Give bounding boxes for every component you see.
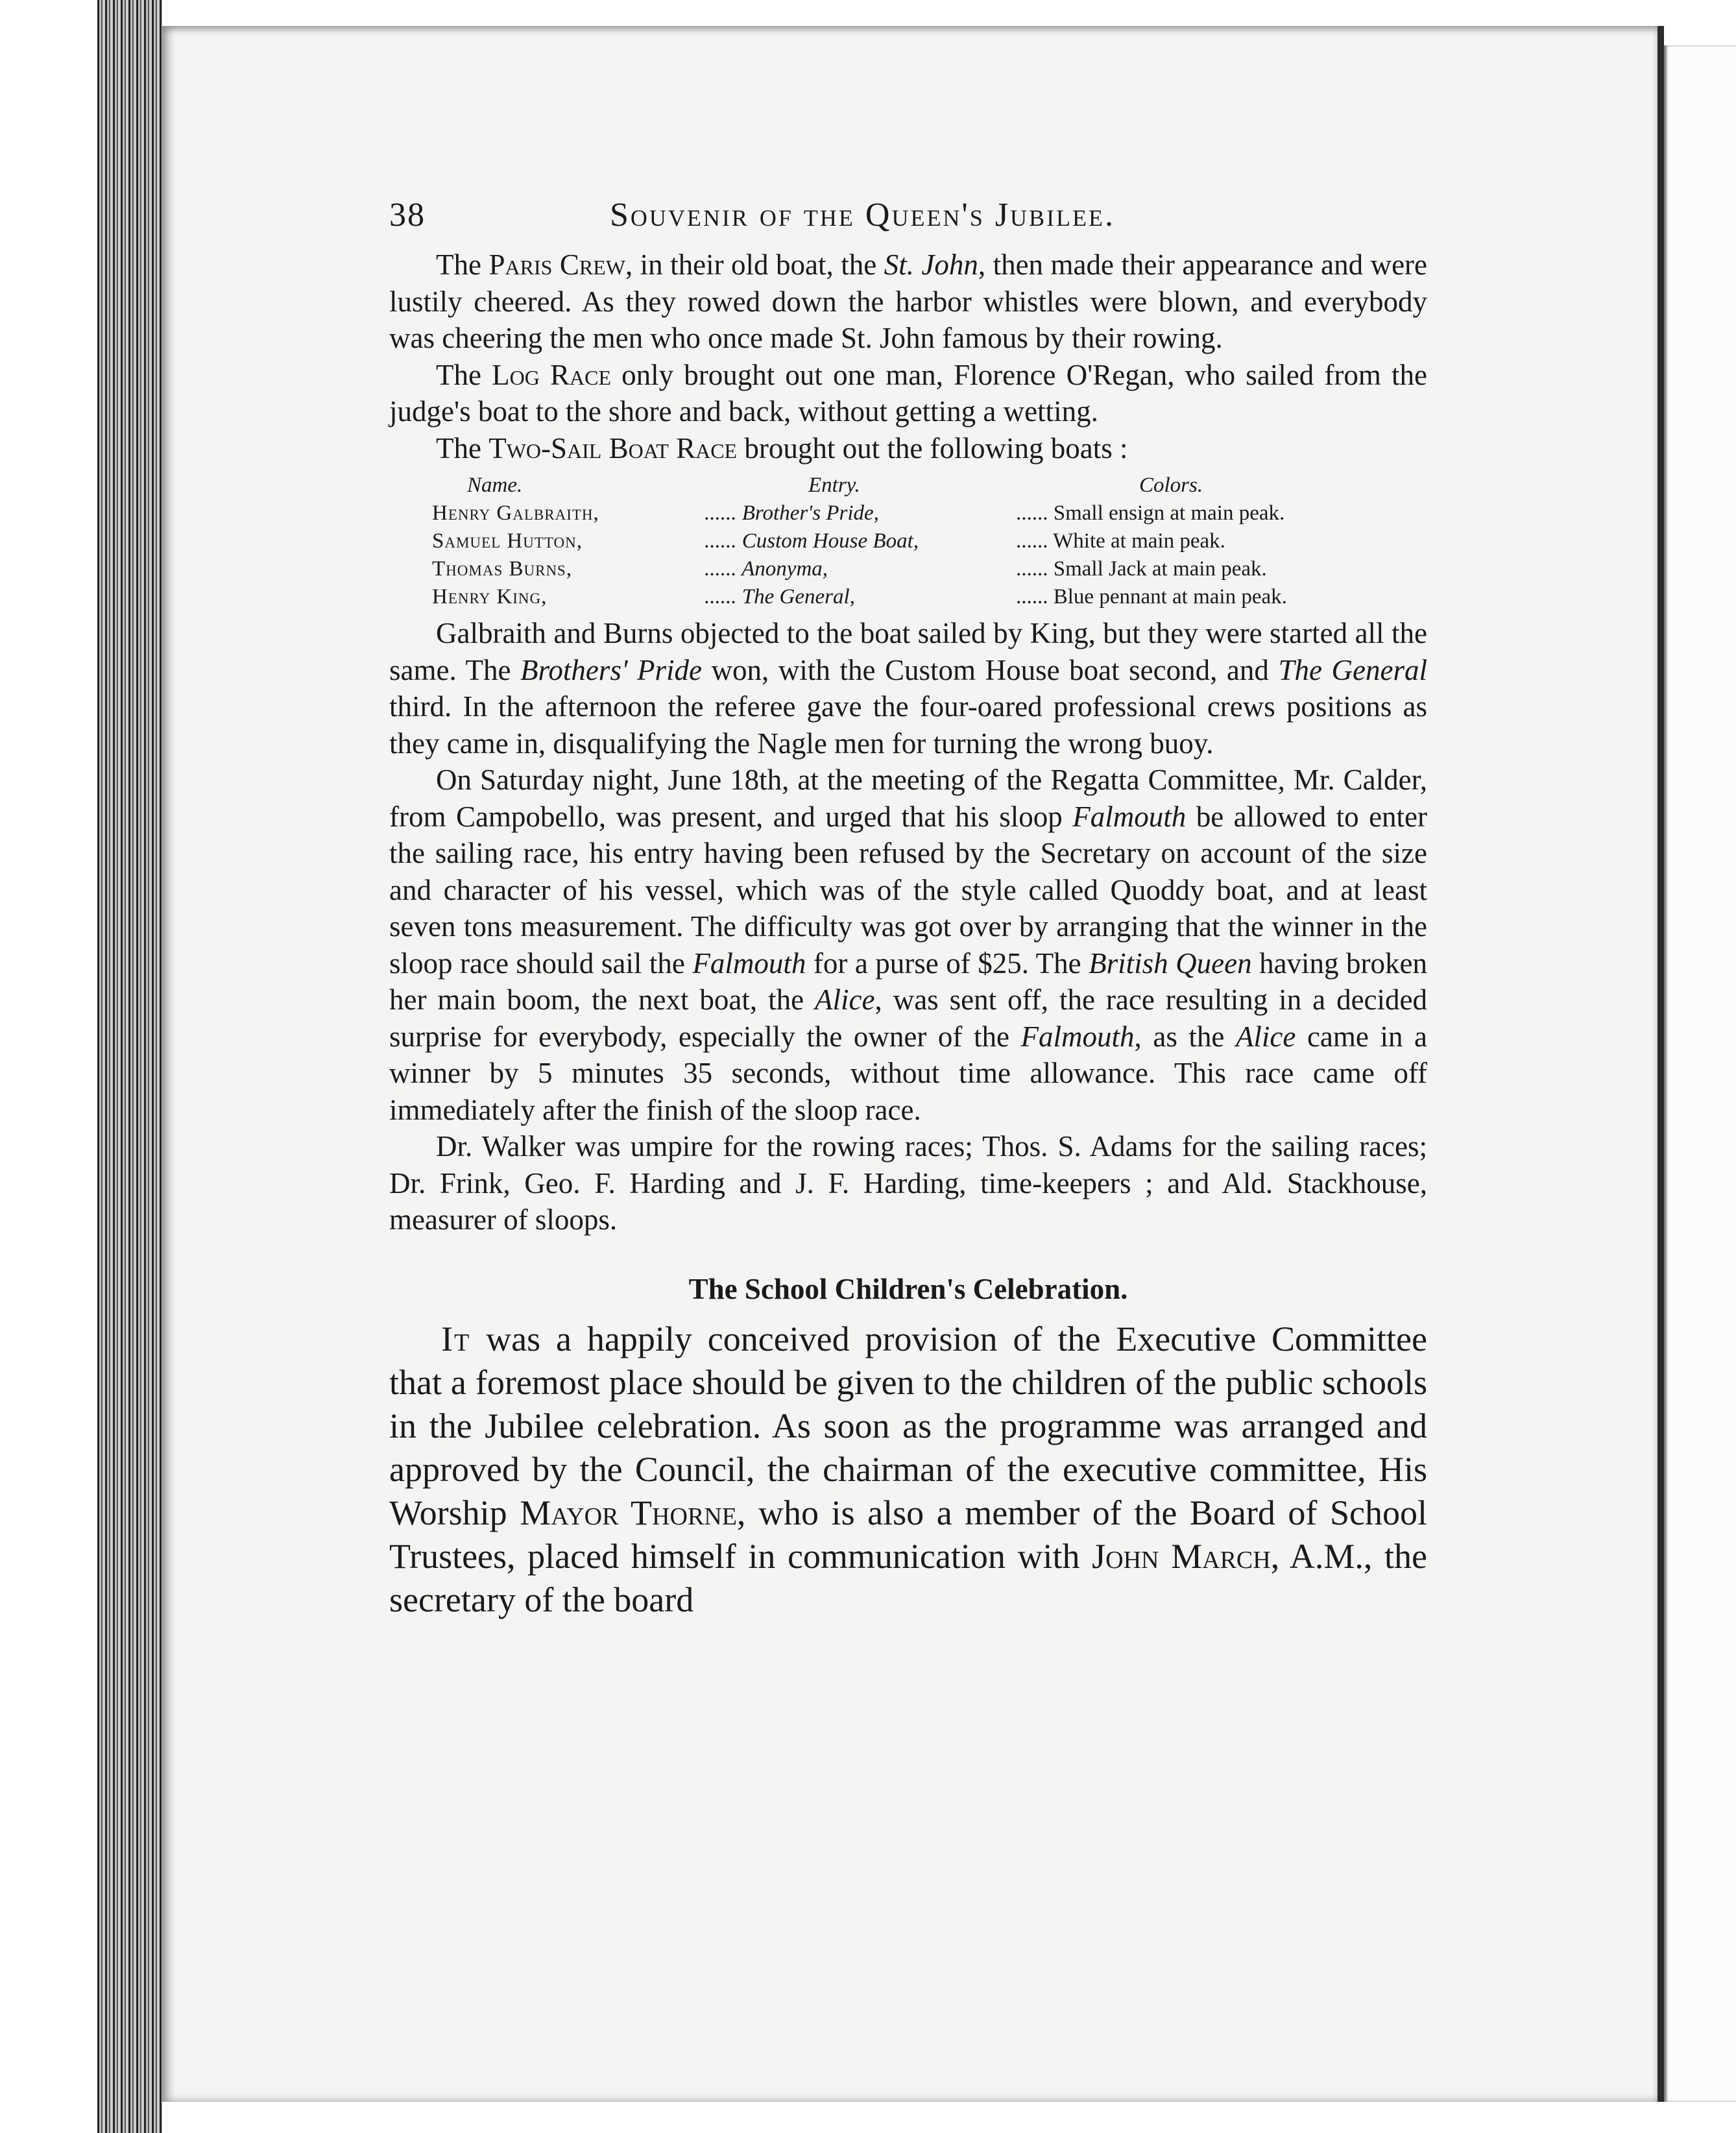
text-italic: The General: [1278, 653, 1428, 686]
column-header-name: Name.: [467, 474, 523, 497]
text: for a purse of $25. The: [806, 946, 1089, 980]
paragraph-two-sail-race: [389, 430, 1427, 467]
cell-colors: ...... Small Jack at main peak.: [1016, 557, 1267, 581]
text-italic: Falmouth: [1072, 800, 1187, 833]
page-number: 38: [389, 197, 426, 234]
cell-name: Samuel Hutton,: [432, 529, 583, 553]
text-italic: St. John: [884, 248, 978, 281]
text-italic: Falmouth: [692, 946, 806, 980]
paragraph-race-result: [389, 615, 1427, 762]
text: Galbraith and Burns objected to the boat sailed by King, but they were started all the same. The: [389, 617, 1427, 686]
table-row: [389, 527, 1427, 555]
text-small-caps: Log Race: [492, 358, 611, 391]
text-small-caps: Paris Crew: [488, 248, 625, 281]
text: , who is also a member of the Board of School Trustees, placed himself in communication with: [389, 1493, 1427, 1576]
text-italic: British Queen: [1089, 946, 1252, 980]
text-italic: Falmouth: [1020, 1020, 1135, 1053]
facing-page-edge: [1664, 45, 1736, 2102]
text: , in their old boat, the: [625, 248, 884, 281]
text: came in a winner by 5 minutes 35 seconds, without time allowance. This race came off immediately after the finish of the sloop race.: [389, 1020, 1427, 1126]
text-small-caps: Two-Sail Boat Race: [488, 431, 738, 464]
text: was a happily conceived provision of the Executive Committee that a foremost place should be given to the children of the public schools in the Jubilee celebration. As soon as the programme was arranged and approved by the Council, the chairman of the executive committee, His Worship: [389, 1319, 1427, 1532]
text: won, with the Custom House boat second, and: [702, 653, 1279, 686]
table-row: [389, 583, 1427, 611]
text: having broken her main boom, the next boat, the: [389, 946, 1427, 1016]
running-header: [389, 188, 1427, 247]
cell-entry: ...... Brother's Pride,: [705, 501, 879, 525]
running-title: Souvenir of the Queen's Jubilee.: [610, 197, 1116, 234]
column-header-entry: Entry.: [808, 474, 860, 497]
column-header-colors: Colors.: [1139, 474, 1203, 497]
cell-colors: ...... Blue pennant at main peak.: [1016, 585, 1287, 609]
cell-name: Henry King,: [432, 585, 548, 609]
paragraph-paris-crew: [389, 247, 1427, 357]
cell-name: Thomas Burns,: [432, 557, 573, 581]
page-content: [389, 188, 1427, 1622]
text: be allowed to enter the sailing race, his entry having been refused by the Secretary on account of the size and character of his vessel, which was of the style called Quoddy boat, and at least seven tons measurement. The difficulty was got over by arranging that the winner in the sloop race should sail the: [389, 800, 1427, 980]
table-row: [389, 500, 1427, 527]
table-row: [389, 555, 1427, 583]
text-small-caps: John March: [1092, 1536, 1271, 1576]
text: The: [436, 248, 489, 281]
cell-entry: ...... Anonyma,: [705, 557, 828, 581]
text: The: [436, 431, 489, 464]
cell-colors: ...... White at main peak.: [1016, 529, 1225, 553]
text-italic: Alice: [1235, 1020, 1296, 1053]
page-right-edge: [1658, 26, 1664, 2102]
text-small-caps: Mayor Thorne: [520, 1493, 737, 1532]
text: , was sent off, the race resulting in a decided surprise for everybody, especially the owner of the: [389, 983, 1427, 1053]
paragraph-log-race: [389, 357, 1427, 430]
paragraph-officials: [389, 1128, 1427, 1238]
text: only brought out one man, Florence O'Regan, who sailed from the judge's boat to the shore and back, without getting a wetting.: [389, 358, 1427, 428]
cell-colors: ...... Small ensign at main peak.: [1016, 501, 1285, 525]
cell-entry: ...... The General,: [705, 585, 855, 609]
cell-entry: ...... Custom House Boat,: [705, 529, 919, 553]
paragraph-school-children: [389, 1318, 1427, 1622]
text-initial-caps: It: [441, 1319, 471, 1358]
table-header-row: [389, 472, 1427, 500]
text: , A.M., the secretary of the board: [389, 1536, 1428, 1619]
section-heading: The School Children's Celebration.: [688, 1272, 1128, 1305]
text: Dr. Walker was umpire for the rowing races; Thos. S. Adams for the sailing races; Dr. Frink, Geo. F. Harding and J. F. Harding, time-keepers ; and Ald. Stackhouse, measurer of sloops.: [389, 1130, 1427, 1236]
text: On Saturday night, June 18th, at the meeting of the Regatta Committee, Mr. Calder, from Campobello, was present, and urged that his sloop: [389, 764, 1427, 833]
book-spine: [97, 0, 162, 2133]
text-italic: Brothers' Pride: [520, 653, 702, 686]
boat-entries-table: [389, 472, 1427, 611]
text: The: [436, 358, 492, 391]
text: third. In the afternoon the referee gave the four-oared professional crews positions as they came in, disqualifying the Nagle men for turning the wrong buoy.: [389, 690, 1427, 760]
cell-name: Henry Galbraith,: [432, 501, 599, 525]
text: , as the: [1134, 1020, 1236, 1053]
paragraph-regatta-committee: [389, 762, 1427, 1128]
text: brought out the following boats :: [737, 431, 1128, 464]
text-italic: Alice: [815, 983, 875, 1016]
text: , then made their appearance and were lustily cheered. As they rowed down the harbor whistles were blown, and everybody was cheering the men who once made St. John famous by their rowing.: [389, 248, 1428, 354]
